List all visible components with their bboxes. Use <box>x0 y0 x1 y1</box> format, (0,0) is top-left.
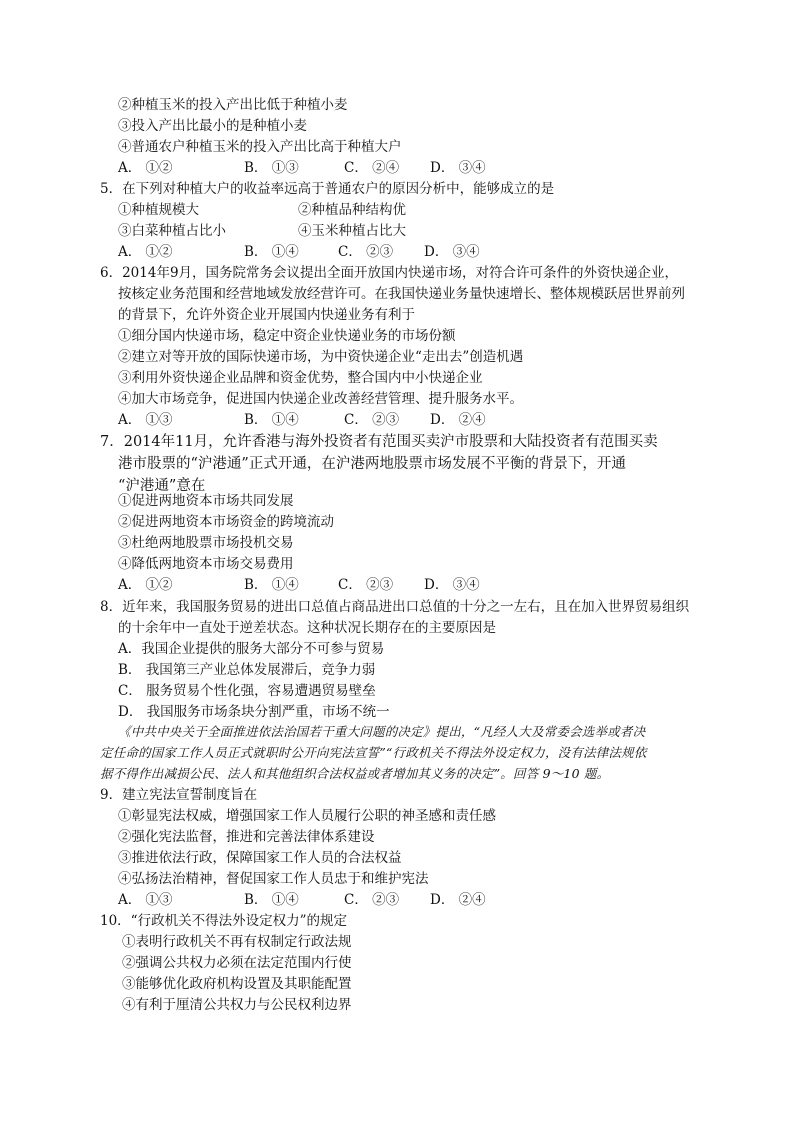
q9-option-d[interactable]: D． ②④ <box>430 892 486 908</box>
q5-option-b[interactable]: B． ①④ <box>244 244 299 260</box>
q4-option-b[interactable]: B． ①③ <box>244 160 299 176</box>
q9-item-1: ①彰显宪法权威，增强国家工作人员履行公职的神圣感和责任感 <box>118 808 496 824</box>
q8-option-b[interactable]: B． 我国第三产业总体发展滞后，竞争力弱 <box>118 662 376 678</box>
material-line-3: 据不得作出减损公民、法人和其他组织合法权益或者增加其义务的决定”。回答 9～10 题。 <box>100 766 610 781</box>
q10-stem: 10．“行政机关不得法外设定权力”的规定 <box>100 913 347 929</box>
q7-option-a[interactable]: A． ①② <box>118 577 173 593</box>
q6-option-c[interactable]: C． ②③ <box>344 412 400 428</box>
material-line-2: 定任命的国家工作人员正式就职时公开向宪法宣誓”“行政机关不得法外设定权力，没有法律法规依 <box>100 745 647 760</box>
q4-item-3: ③投入产出比最小的是种植小麦 <box>118 118 307 134</box>
q8-stem-line-1: 8．近年来，我国服务贸易的进出口总值占商品进出口总值的十分之一左右，且在加入世界贸易组织 <box>100 599 690 615</box>
q7-option-b[interactable]: B． ①④ <box>244 577 299 593</box>
q6-item-4: ④加大市场竞争，促进国内快递企业改善经营管理、提升服务水平。 <box>118 391 523 407</box>
q5-option-c[interactable]: C． ②③ <box>338 244 394 260</box>
q5-item-1: ①种植规模大 <box>118 202 199 218</box>
q6-item-1: ①细分国内快递市场，稳定中资企业快递业务的市场份额 <box>118 328 456 344</box>
q7-stem-line-1: 7．2014年11月，允许香港与海外投资者有范围买卖沪市股票和大陆投资者有范围买卖 <box>100 434 658 450</box>
q4-item-4: ④普通农户种植玉米的投入产出比高于种植大户 <box>118 139 402 155</box>
q10-item-3: ③能够优化政府机构设置及其职能配置 <box>122 976 352 992</box>
q9-item-3: ③推进依法行政，保障国家工作人员的合法权益 <box>118 850 402 866</box>
q9-option-a[interactable]: A． ①③ <box>118 892 173 908</box>
q5-item-4: ④玉米种植占比大 <box>298 223 406 239</box>
q7-item-4: ④降低两地资本市场交易费用 <box>118 556 294 572</box>
q6-option-b[interactable]: B． ①④ <box>244 412 299 428</box>
q8-option-a[interactable]: A．我国企业提供的服务大部分不可参与贸易 <box>118 641 385 657</box>
q7-item-2: ②促进两地资本市场资金的跨境流动 <box>118 514 334 530</box>
material-line-1: 《中共中央关于全面推进依法治国若干重大问题的决定》提出，“凡经人大及常委会选举或者决 <box>118 724 646 739</box>
q10-item-1: ①表明行政机关不再有权制定行政法规 <box>122 934 352 950</box>
q6-option-a[interactable]: A． ①③ <box>118 412 173 428</box>
q6-stem-line-3: 的背景下，允许外资企业开展国内快递业务有利于 <box>118 307 415 323</box>
q4-option-c[interactable]: C． ②④ <box>344 160 400 176</box>
q5-stem: 5．在下列对种植大户的收益率远高于普通农户的原因分析中，能够成立的是 <box>100 181 555 197</box>
q5-option-d[interactable]: D． ③④ <box>424 244 480 260</box>
q5-item-2: ②种植品种结构优 <box>298 202 406 218</box>
q10-item-4: ④有利于厘清公共权力与公民权利边界 <box>122 997 352 1013</box>
q7-item-3: ③杜绝两地股票市场投机交易 <box>118 535 294 551</box>
q4-option-a[interactable]: A． ①② <box>118 160 173 176</box>
q7-item-1: ①促进两地资本市场共同发展 <box>118 493 294 509</box>
q7-stem-line-3: “沪港通”意在 <box>118 478 206 494</box>
q4-item-2: ②种植玉米的投入产出比低于种植小麦 <box>118 97 348 113</box>
q5-option-a[interactable]: A． ①② <box>118 244 173 260</box>
q10-item-2: ②强调公共权力必须在法定范围内行使 <box>122 955 352 971</box>
q4-option-d[interactable]: D． ③④ <box>430 160 486 176</box>
q7-stem-line-2: 港市股票的“沪港通”正式开通，在沪港两地股票市场发展不平衡的背景下，开通 <box>118 456 626 472</box>
q6-stem-line-2: 按核定业务范围和经营地域发放经营许可。在我国快递业务量快速增长、整体规模跃居世界前列 <box>118 286 685 302</box>
q5-item-3: ③白菜种植占比小 <box>118 223 226 239</box>
q8-option-c[interactable]: C． 服务贸易个性化强，容易遭遇贸易壁垒 <box>118 683 376 699</box>
q8-stem-line-2: 的十余年中一直处于逆差状态。这种状况长期存在的主要原因是 <box>118 620 496 636</box>
q9-option-c[interactable]: C． ②③ <box>344 892 400 908</box>
q9-option-b[interactable]: B． ①④ <box>244 892 299 908</box>
q7-option-c[interactable]: C． ②③ <box>338 577 394 593</box>
q9-item-2: ②强化宪法监督，推进和完善法律体系建设 <box>118 829 375 845</box>
q6-stem-line-1: 6．2014年9月，国务院常务会议提出全面开放国内快递市场，对符合许可条件的外资快递企业， <box>100 265 679 281</box>
q6-option-d[interactable]: D． ②④ <box>430 412 486 428</box>
q7-option-d[interactable]: D． ③④ <box>424 577 480 593</box>
q8-option-d[interactable]: D． 我国服务市场条块分割严重，市场不统一 <box>118 704 390 720</box>
q6-item-2: ②建立对等开放的国际快递市场，为中资快递企业“走出去”创造机遇 <box>118 349 524 365</box>
q6-item-3: ③利用外资快递企业品牌和资金优势，整合国内中小快递企业 <box>118 370 483 386</box>
q9-stem: 9．建立宪法宣誓制度旨在 <box>100 787 258 803</box>
q9-item-4: ④弘扬法治精神，督促国家工作人员忠于和维护宪法 <box>118 871 429 887</box>
